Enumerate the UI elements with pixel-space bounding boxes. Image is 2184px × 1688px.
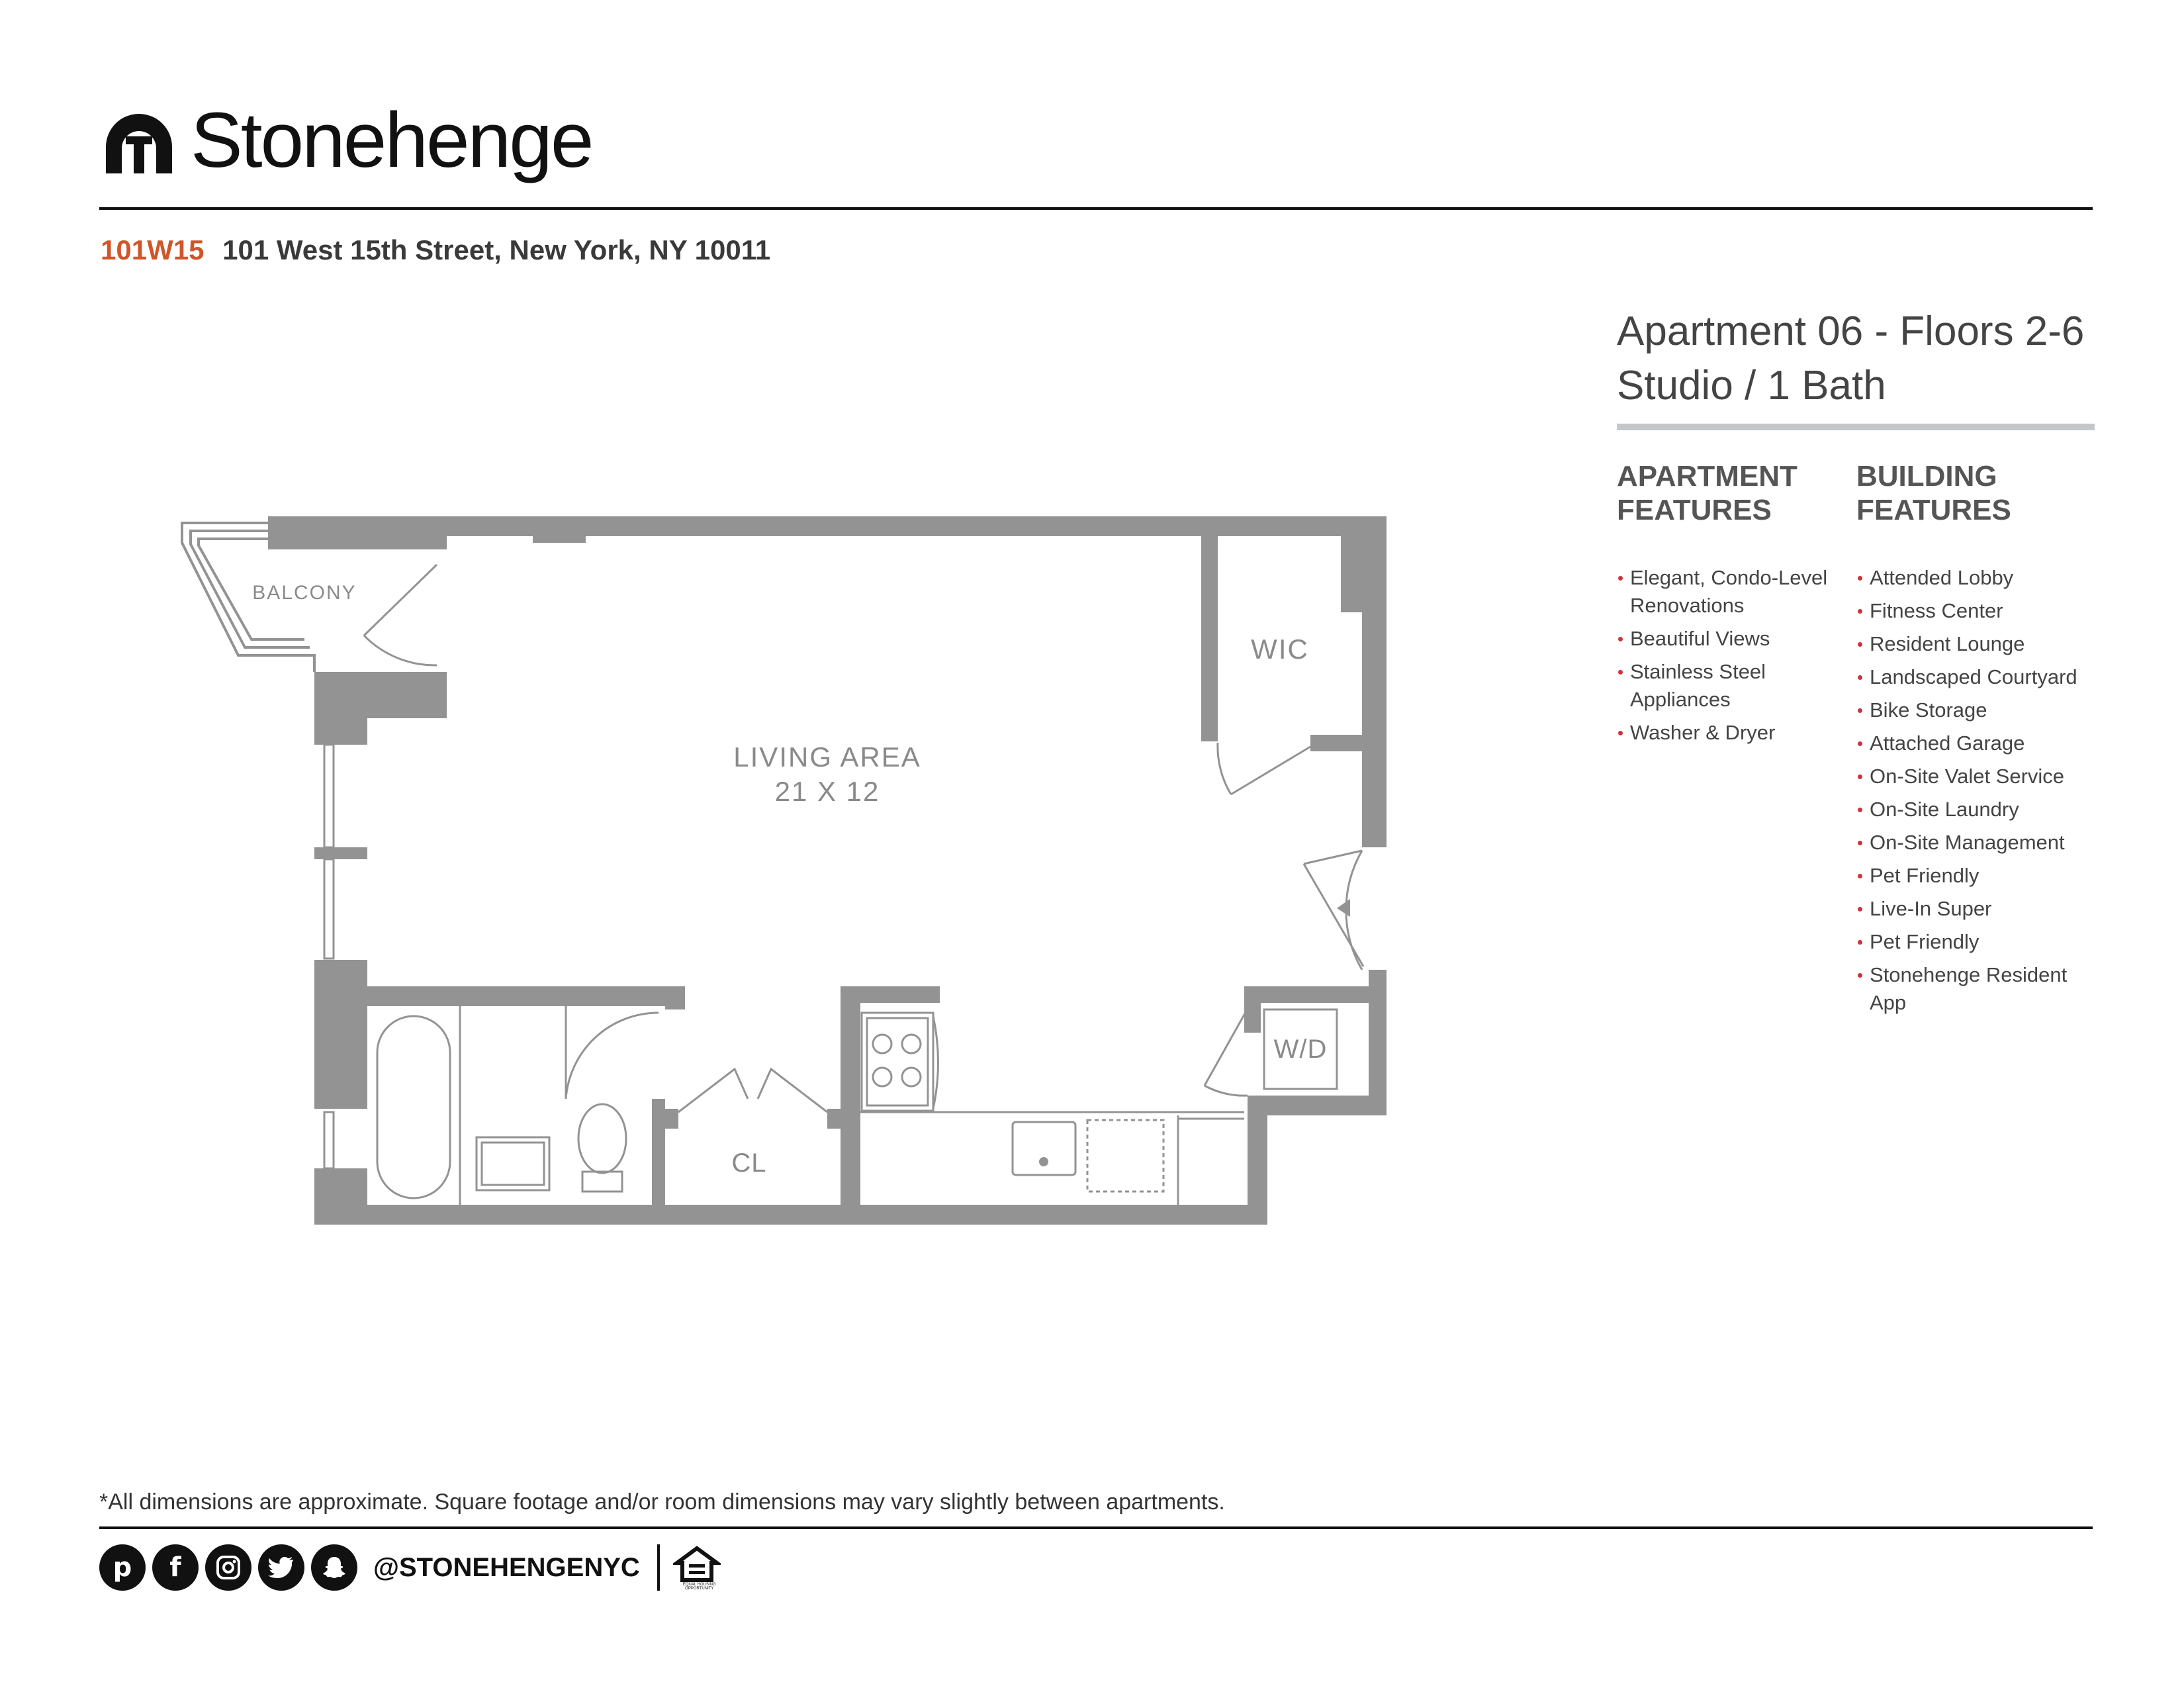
list-item: Washer & Dryer (1617, 719, 1845, 747)
equal-housing-opportunity-icon (673, 1544, 721, 1591)
living-area-dims: 21 X 12 (774, 776, 880, 807)
list-item: Stainless Steel Appliances (1617, 658, 1845, 714)
apartment-features-heading (1617, 459, 1835, 527)
brand-logo (99, 97, 761, 200)
disclaimer: *All dimensions are approximate. Square footage and/or room dimensions may vary slightly between apartments. (99, 1489, 1225, 1515)
building-features-heading-line1: BUILDING (1856, 460, 1997, 492)
list-item: Attended Lobby (1856, 564, 2095, 592)
list-item: Stonehenge Resident App (1856, 961, 2095, 1017)
footer-divider (99, 1526, 2093, 1529)
social-handle[interactable]: @STONEHENGENYC (373, 1552, 640, 1582)
snapchat-icon[interactable] (311, 1544, 357, 1591)
pinterest-icon[interactable]: p (99, 1544, 146, 1591)
facebook-icon[interactable]: f (152, 1544, 199, 1591)
list-item: On-Site Management (1856, 829, 2095, 857)
stonehenge-logo-icon (99, 107, 179, 180)
wd-label: W/D (1273, 1035, 1328, 1064)
list-item: Attached Garage (1856, 729, 2095, 757)
bathroom-fixtures (377, 1006, 659, 1205)
apartment-title-line1: Apartment 06 - Floors 2-6 (1617, 308, 2085, 354)
social-bar (99, 1542, 721, 1593)
building-features-heading-line2: FEATURES (1856, 494, 2011, 526)
address-line (101, 234, 770, 266)
equal-housing-text: EQUAL HOUSING OPPORTUNITY (682, 1583, 716, 1591)
list-item: On-Site Valet Service (1856, 763, 2095, 790)
apartment-title (1617, 305, 2084, 413)
kitchen-faucet (1039, 1157, 1048, 1166)
entry-arrow-icon (1337, 899, 1350, 917)
apartment-features-heading-line2: FEATURES (1617, 494, 1772, 526)
list-item: Pet Friendly (1856, 928, 2095, 956)
apartment-features-heading-line1: APARTMENT (1617, 460, 1797, 492)
apartment-title-divider (1617, 424, 2095, 430)
floor-plan (165, 503, 1403, 1225)
building-code: 101W15 (101, 234, 205, 265)
list-item: Beautiful Views (1617, 625, 1845, 653)
closet-doors (678, 1069, 827, 1112)
list-item: Elegant, Condo-Level Renovations (1617, 564, 1845, 620)
instagram-icon[interactable] (205, 1544, 251, 1591)
brand-name: Stonehenge (191, 97, 592, 184)
building-features-list (1856, 564, 2095, 1022)
list-item: Resident Lounge (1856, 630, 2095, 658)
wic-label: WIC (1251, 633, 1309, 665)
living-area-label: LIVING AREA (733, 741, 921, 773)
building-address: 101 West 15th Street, New York, NY 10011 (222, 234, 771, 265)
balcony-door (364, 565, 437, 665)
list-item: Live-In Super (1856, 895, 2095, 923)
building-features-heading (1856, 459, 2075, 527)
entry-door (1304, 851, 1363, 970)
balcony-label: BALCONY (252, 582, 357, 604)
list-item: Fitness Center (1856, 597, 2095, 625)
kitchen-fixtures (860, 1013, 1244, 1205)
apartment-features-list (1617, 564, 1845, 752)
list-item: On-Site Laundry (1856, 796, 2095, 823)
list-item: Bike Storage (1856, 696, 2095, 724)
footer-vertical-divider (657, 1544, 660, 1591)
header-divider (99, 207, 2093, 210)
list-item: Pet Friendly (1856, 862, 2095, 890)
wd-door (1205, 1003, 1251, 1096)
apartment-title-line2: Studio / 1 Bath (1617, 363, 1886, 408)
wic-door (1218, 743, 1310, 794)
list-item: Landscaped Courtyard (1856, 663, 2095, 691)
twitter-icon[interactable] (258, 1544, 304, 1591)
closet-label: CL (731, 1149, 767, 1178)
